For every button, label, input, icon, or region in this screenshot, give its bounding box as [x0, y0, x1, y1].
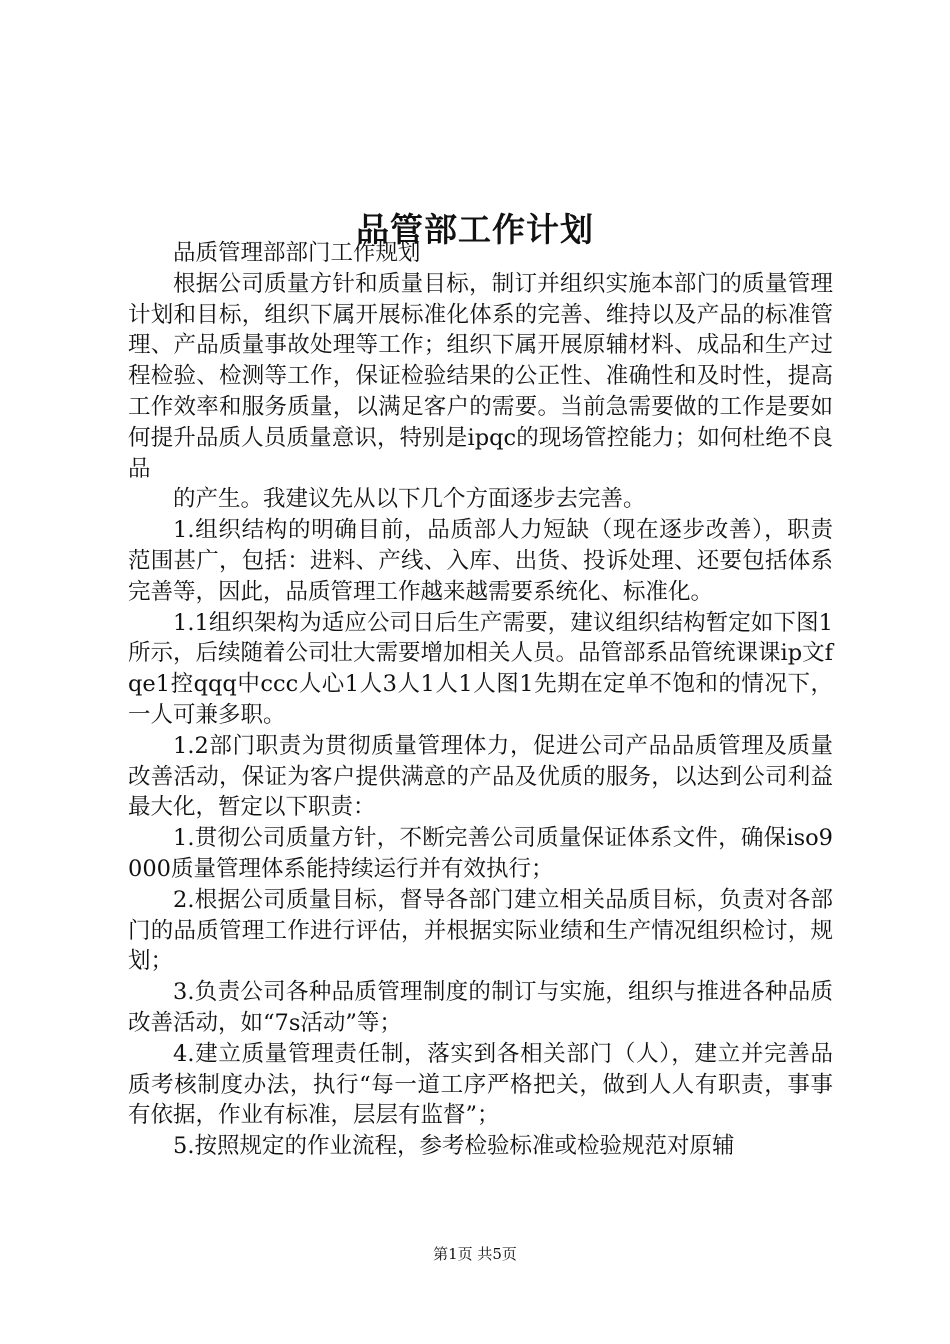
- document-title: 品管部工作计划: [356, 210, 594, 250]
- paragraph-continuation: 的产生。我建议先从以下几个方面逐步去完善。: [173, 486, 646, 513]
- paragraph-section-1-1: 1.1组织架构为适应公司日后生产需要，建议组织结构暂定如下图1所示，后续随着公司壮大需要增加相关人员。品管部系品管统课课ip文fqe1控qqq中ccc人心1人3人1人1人图1先期在定单不饱和的情况下，一人可兼多职。: [128, 609, 833, 728]
- paragraph-section-1: 1.组织结构的明确目前，品质部人力短缺（现在逐步改善），职责范围甚广，包括：进料、产线、入库、出货、投诉处理、还要包括体系完善等，因此，品质管理工作越来越需要系统化、标准化。: [128, 517, 833, 605]
- paragraph-intro: 根据公司质量方针和质量目标，制订并组织实施本部门的质量管理计划和目标，组织下属开展标准化体系的完善、维持以及产品的标准管理、产品质量事故处理等工作；组织下属开展原辅材料、成品和生产过程检验、检测等工作，保证检验结果的公正性、准确性和及时性，提高工作效率和服务质量，以满足客户的需要。当前急需要做的工作是要如何提升品质人员质量意识，特别是ipqc的现场管控能力；如何杜绝不良品: [128, 270, 833, 482]
- document-body: [128, 238, 833, 1162]
- paragraph-section-1-2: 1.2部门职责为贯彻质量管理体力，促进公司产品品质管理及质量改善活动，保证为客户提供满意的产品及优质的服务，以达到公司利益最大化，暂定以下职责：: [128, 732, 833, 821]
- paragraph-duty-5: 5.按照规定的作业流程，参考检验标准或检验规范对原辅: [173, 1133, 735, 1160]
- paragraph-duty-1: 1.贯彻公司质量方针，不断完善公司质量保证体系文件，确保iso9000质量管理体系能持续运行并有效执行；: [128, 825, 833, 882]
- paragraph-duty-4: 4.建立质量管理责任制，落实到各相关部门（人），建立并完善品质考核制度办法，执行“每一道工序严格把关，做到人人有职责，事事有依据，作业有标准，层层有监督”；: [128, 1040, 833, 1129]
- paragraph-subtitle: 品质管理部部门工作规划: [173, 240, 421, 266]
- paragraph-duty-2: 2.根据公司质量目标，督导各部门建立相关品质目标，负责对各部门的品质管理工作进行评估，并根据实际业绩和生产情况组织检讨，规划；: [128, 886, 833, 975]
- page-footer: 第1页 共5页: [433, 1245, 517, 1263]
- paragraph-duty-3: 3.负责公司各种品质管理制度的制订与实施，组织与推进各种品质改善活动，如“7s活动”等；: [128, 979, 833, 1036]
